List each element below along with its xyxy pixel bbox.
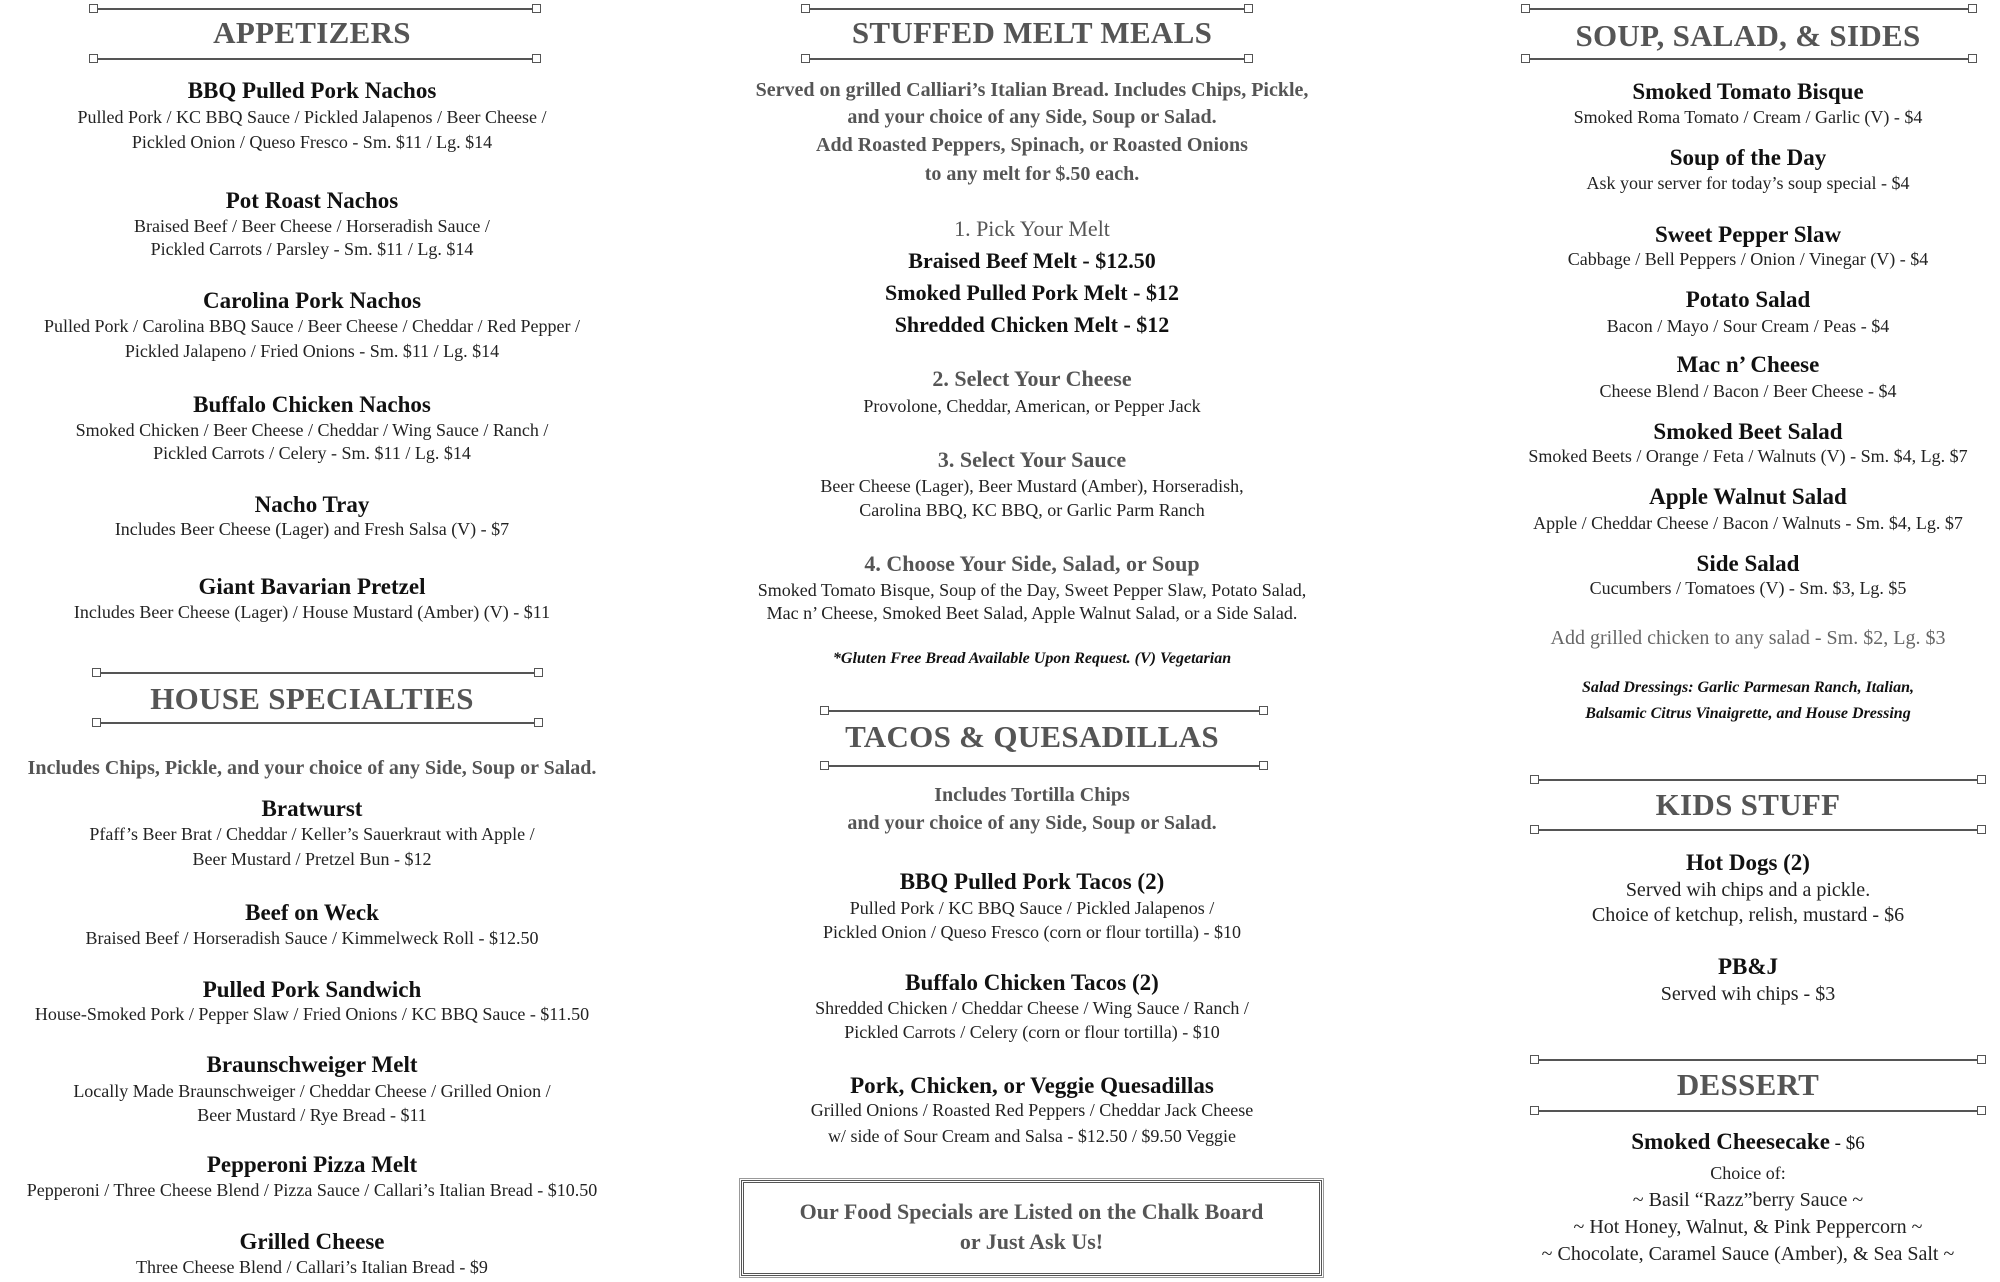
step-heading: 4. Choose Your Side, Salad, or Soup <box>864 551 1200 576</box>
menu-item-desc: Pickled Carrots / Celery - Sm. $11 / Lg. $14 <box>153 443 471 463</box>
melt-option: Braised Beef Melt - $12.50 <box>908 248 1156 273</box>
menu-item-name: Bratwurst <box>261 796 363 821</box>
menu-item-name: Giant Bavarian Pretzel <box>198 574 426 599</box>
menu-item-desc: Shredded Chicken / Cheddar Cheese / Wing Sauce / Ranch / <box>815 998 1249 1018</box>
section-title-tacos: TACOS & QUESADILLAS <box>845 719 1219 754</box>
menu-item-desc: Smoked Roma Tomato / Cream / Garlic (V) - $4 <box>1573 107 1923 127</box>
section-intro: and your choice of any Side, Soup or Salad. <box>847 106 1217 128</box>
specials-box <box>741 1180 1322 1276</box>
header-ornament <box>809 8 1245 10</box>
menu-item-desc: Pickled Onion / Queso Fresco (corn or flour tortilla) - $10 <box>823 922 1241 942</box>
menu-item-desc: Beer Mustard / Pretzel Bun - $12 <box>192 849 432 869</box>
header-ornament <box>1538 779 1978 781</box>
dessert-choice-label: Choice of: <box>1710 1163 1786 1183</box>
section-intro: Add Roasted Peppers, Spinach, or Roasted Onions <box>816 134 1248 156</box>
menu-item-name: BBQ Pulled Pork Tacos (2) <box>899 869 1165 894</box>
menu-item-desc: Pulled Pork / KC BBQ Sauce / Pickled Jalapenos / Beer Cheese / <box>77 107 547 127</box>
step-options: Mac n’ Cheese, Smoked Beet Salad, Apple Walnut Salad, or a Side Salad. <box>766 603 1298 623</box>
menu-item-name: Side Salad <box>1696 551 1800 576</box>
menu-item-desc: House-Smoked Pork / Pepper Slaw / Fried Onions / KC BBQ Sauce - $11.50 <box>34 1004 590 1024</box>
melt-option: Shredded Chicken Melt - $12 <box>894 312 1170 337</box>
specials-text: or Just Ask Us! <box>959 1229 1104 1254</box>
salad-dressings: Balsamic Citrus Vinaigrette, and House Dressing <box>1585 705 1911 722</box>
step-heading: 2. Select Your Cheese <box>932 366 1132 391</box>
menu-item-name: Pulled Pork Sandwich <box>202 977 422 1002</box>
menu-item-name: Soup of the Day <box>1669 145 1827 170</box>
menu-item-desc: Pickled Onion / Queso Fresco - Sm. $11 / Lg. $14 <box>131 132 493 152</box>
melt-option: Smoked Pulled Pork Melt - $12 <box>885 280 1179 305</box>
menu-item-desc: Served wih chips - $3 <box>1660 983 1836 1005</box>
section-intro: to any melt for $.50 each. <box>924 163 1140 185</box>
header-ornament <box>828 765 1260 767</box>
header-ornament <box>1529 8 1969 10</box>
menu-item-desc: w/ side of Sour Cream and Salsa - $12.50 / $9.50 Veggie <box>827 1126 1237 1146</box>
menu-item-name: Carolina Pork Nachos <box>202 288 422 313</box>
header-ornament <box>97 58 533 60</box>
menu-item-name: Pepperoni Pizza Melt <box>206 1152 418 1177</box>
section-intro: Served on grilled Calliari’s Italian Bread. Includes Chips, Pickle, <box>755 79 1309 101</box>
menu-item-desc: Braised Beef / Horseradish Sauce / Kimmelweck Roll - $12.50 <box>85 928 539 948</box>
menu-item-name: BBQ Pulled Pork Nachos <box>187 78 437 103</box>
menu-item-desc: Pulled Pork / Carolina BBQ Sauce / Beer Cheese / Cheddar / Red Pepper / <box>44 316 580 336</box>
menu-item-desc: Pepperoni / Three Cheese Blend / Pizza Sauce / Callari’s Italian Bread - $10.50 <box>26 1180 598 1200</box>
section-intro: and your choice of any Side, Soup or Salad. <box>847 812 1217 834</box>
step-options: Carolina BBQ, KC BBQ, or Garlic Parm Ranch <box>859 500 1205 520</box>
section-title-stuffed-melts: STUFFED MELT MEALS <box>851 15 1213 50</box>
menu-item-desc: Smoked Beets / Orange / Feta / Walnuts (V) - Sm. $4, Lg. $7 <box>1528 446 1968 466</box>
add-chicken-note: Add grilled chicken to any salad - Sm. $2, Lg. $3 <box>1550 627 1946 649</box>
header-ornament <box>1529 58 1969 60</box>
menu-item-desc: Pulled Pork / KC BBQ Sauce / Pickled Jalapenos / <box>849 898 1215 918</box>
section-title-soup-salad: SOUP, SALAD, & SIDES <box>1575 18 1921 53</box>
menu-item-name: Potato Salad <box>1685 287 1811 312</box>
menu-item-name: PB&J <box>1717 954 1779 979</box>
menu-item-desc: Beer Mustard / Rye Bread - $11 <box>197 1105 427 1125</box>
gluten-free-note: *Gluten Free Bread Available Upon Request. (V) Vegetarian <box>832 650 1232 667</box>
menu-item-name: Pork, Chicken, or Veggie Quesadillas <box>850 1073 1214 1098</box>
header-ornament <box>97 8 533 10</box>
menu-item-name: Grilled Cheese <box>239 1229 385 1254</box>
menu-item-desc: Ask your server for today’s soup special - $4 <box>1586 173 1910 193</box>
menu-item-desc: Includes Beer Cheese (Lager) / House Mustard (Amber) (V) - $11 <box>73 602 551 622</box>
menu-item-name: Mac n’ Cheese <box>1676 352 1820 377</box>
menu-item-desc: Apple / Cheddar Cheese / Bacon / Walnuts - Sm. $4, Lg. $7 <box>1533 513 1963 533</box>
menu-item-desc: Locally Made Braunschweiger / Cheddar Cheese / Grilled Onion / <box>73 1081 551 1101</box>
step-heading: 1. Pick Your Melt <box>954 216 1110 241</box>
menu-item-desc: Pickled Carrots / Parsley - Sm. $11 / Lg. $14 <box>150 239 474 259</box>
menu-item-desc: Three Cheese Blend / Callari’s Italian Bread - $9 <box>136 1257 488 1277</box>
menu-item-name: Smoked Tomato Bisque <box>1632 79 1864 104</box>
header-ornament <box>100 672 535 674</box>
menu-item-name: Nacho Tray <box>254 492 370 517</box>
menu-item-desc: Braised Beef / Beer Cheese / Horseradish Sauce / <box>134 216 490 236</box>
menu-item-desc: Pickled Carrots / Celery (corn or flour tortilla) - $10 <box>844 1022 1220 1042</box>
left-column <box>0 0 624 1278</box>
dessert-choice: ~ Hot Honey, Walnut, & Pink Peppercorn ~ <box>1573 1216 1923 1238</box>
menu-item-name: Sweet Pepper Slaw <box>1654 222 1842 247</box>
menu-item-name: Apple Walnut Salad <box>1649 484 1847 509</box>
header-ornament <box>809 58 1245 60</box>
step-heading: 3. Select Your Sauce <box>937 447 1127 472</box>
menu-item-name: Smoked Beet Salad <box>1653 419 1843 444</box>
section-title-appetizers: APPETIZERS <box>213 15 411 50</box>
menu-item-desc: Pfaff’s Beer Brat / Cheddar / Keller’s Sauerkraut with Apple / <box>89 824 535 844</box>
menu-item-name: Pot Roast Nachos <box>225 188 399 213</box>
header-ornament <box>1538 1110 1978 1112</box>
dessert-price: - $6 <box>1829 1133 1865 1154</box>
middle-column <box>732 0 1332 1278</box>
menu-item-desc: Choice of ketchup, relish, mustard - $6 <box>1591 904 1905 926</box>
step-options: Beer Cheese (Lager), Beer Mustard (Amber), Horseradish, <box>820 476 1244 496</box>
header-ornament <box>100 722 535 724</box>
dessert-name: Smoked Cheesecake <box>1631 1129 1830 1154</box>
menu-item-name: Buffalo Chicken Tacos (2) <box>905 970 1159 995</box>
menu-item-desc: Served wih chips and a pickle. <box>1625 879 1871 901</box>
right-column <box>1448 0 2000 1278</box>
menu-item-desc: Grilled Onions / Roasted Red Peppers / Cheddar Jack Cheese <box>810 1100 1254 1120</box>
section-title-dessert: DESSERT <box>1676 1067 1820 1102</box>
menu-item-desc: Smoked Chicken / Beer Cheese / Cheddar / Wing Sauce / Ranch / <box>75 420 549 440</box>
menu-item-desc: Cabbage / Bell Peppers / Onion / Vinegar (V) - $4 <box>1567 249 1929 269</box>
header-ornament <box>1538 829 1978 831</box>
dessert-choice: ~ Chocolate, Caramel Sauce (Amber), & Sea Salt ~ <box>1541 1243 1955 1265</box>
specials-text: Our Food Specials are Listed on the Chalk Board <box>799 1199 1264 1224</box>
menu-item-desc: Pickled Jalapeno / Fried Onions - Sm. $11 / Lg. $14 <box>124 341 500 361</box>
salad-dressings: Salad Dressings: Garlic Parmesan Ranch, Italian, <box>1581 679 1915 696</box>
step-options: Provolone, Cheddar, American, or Pepper Jack <box>863 396 1201 416</box>
menu-item-desc: Bacon / Mayo / Sour Cream / Peas - $4 <box>1606 316 1890 336</box>
menu-item-desc: Cheese Blend / Bacon / Beer Cheese - $4 <box>1599 381 1897 401</box>
menu-item-name: Buffalo Chicken Nachos <box>193 392 431 417</box>
step-options: Smoked Tomato Bisque, Soup of the Day, Sweet Pepper Slaw, Potato Salad, <box>757 580 1307 600</box>
menu-item-desc: Cucumbers / Tomatoes (V) - Sm. $3, Lg. $5 <box>1589 578 1907 598</box>
menu-item-name: Braunschweiger Melt <box>206 1052 418 1077</box>
dessert-item <box>1448 1127 2000 1157</box>
header-ornament <box>828 710 1260 712</box>
section-intro: Includes Chips, Pickle, and your choice of any Side, Soup or Salad. <box>27 757 597 779</box>
menu-item-desc: Includes Beer Cheese (Lager) and Fresh Salsa (V) - $7 <box>114 519 510 539</box>
menu-item-name: Hot Dogs (2) <box>1686 850 1810 875</box>
section-title-house-specialties: HOUSE SPECIALTIES <box>150 681 474 716</box>
header-ornament <box>1538 1059 1978 1061</box>
section-intro: Includes Tortilla Chips <box>934 784 1130 806</box>
dessert-choice: ~ Basil “Razz”berry Sauce ~ <box>1632 1189 1864 1211</box>
menu-item-name: Beef on Weck <box>245 900 379 925</box>
section-title-kids: KIDS STUFF <box>1655 787 1841 822</box>
